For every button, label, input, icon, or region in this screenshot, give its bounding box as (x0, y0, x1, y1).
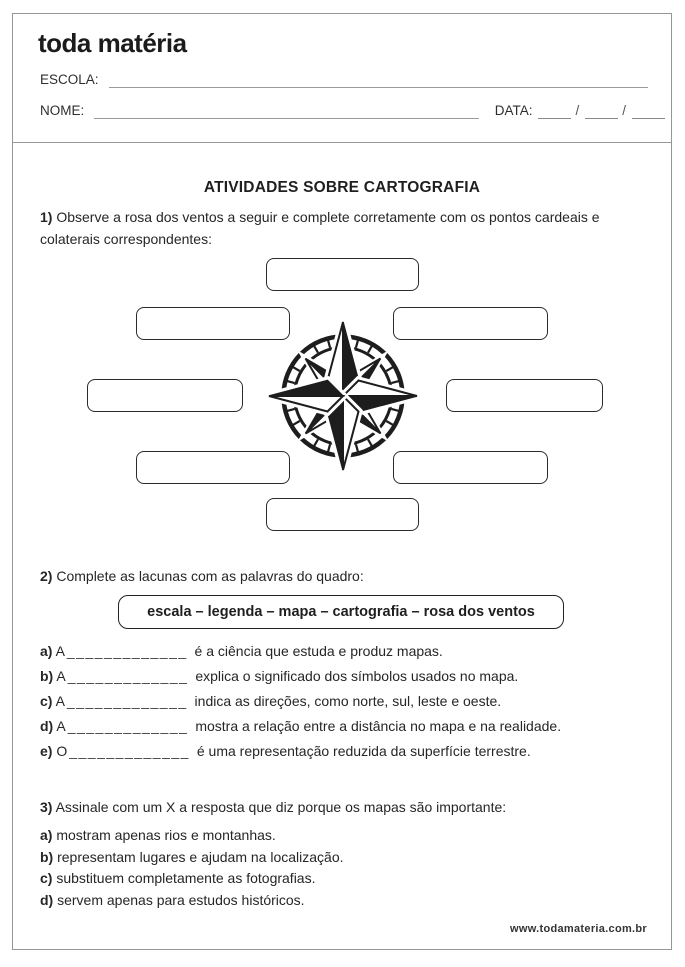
brand-logo: toda matéria (38, 28, 187, 58)
name-label: NOME: (40, 103, 85, 118)
date-day-blank[interactable] (538, 104, 571, 119)
answer-box-east[interactable] (446, 379, 603, 412)
item-label: e) (40, 743, 53, 759)
header-divider (12, 142, 672, 143)
date-month-blank[interactable] (585, 104, 618, 119)
fill-item-a (40, 643, 656, 659)
option-label: c) (40, 870, 53, 886)
compass-rose-image (266, 319, 420, 473)
option-d[interactable] (40, 892, 656, 908)
option-text: servem apenas para estudos históricos. (57, 891, 305, 908)
item-prefix: O (56, 743, 68, 759)
item-blank[interactable]: _____________ (66, 643, 188, 659)
option-label: d) (40, 891, 54, 908)
date-year-blank[interactable] (632, 104, 665, 119)
item-prefix: A (56, 718, 66, 734)
word-bank-words: escala – legenda – mapa – cartografia – rosa dos ventos (147, 604, 535, 620)
answer-box-north[interactable] (266, 258, 419, 291)
item-prefix: A (56, 668, 66, 684)
fill-item-b (40, 668, 656, 684)
item-blank[interactable]: _____________ (66, 693, 188, 709)
option-c[interactable] (40, 870, 656, 886)
question-2-number: 2) (40, 568, 53, 584)
option-text: representam lugares e ajudam na localização. (57, 848, 344, 865)
item-blank[interactable]: _____________ (69, 743, 190, 759)
date-slash: / (622, 103, 626, 118)
date-slash: / (575, 103, 580, 118)
option-text: mostram apenas rios e montanhas. (56, 827, 276, 843)
option-b[interactable] (40, 849, 656, 865)
question-3-text (40, 797, 656, 819)
item-label: d) (40, 718, 54, 734)
item-suffix: é a ciência que estuda e produz mapas. (194, 643, 443, 659)
item-suffix: mostra a relação entre a distância no mapa e na realidade. (195, 718, 562, 734)
question-2-text (40, 566, 646, 588)
option-a[interactable] (40, 827, 656, 843)
item-blank[interactable]: _____________ (67, 718, 189, 734)
page-title: ATIVIDADES SOBRE CARTOGRAFIA (203, 179, 481, 196)
item-label: c) (40, 693, 53, 709)
item-suffix: é uma representação reduzida da superfície terrestre. (196, 743, 531, 759)
option-label: b) (40, 848, 54, 865)
option-label: a) (40, 827, 53, 843)
item-prefix: A (55, 693, 65, 709)
question-2-items (40, 643, 656, 759)
school-label: ESCOLA: (40, 72, 99, 87)
word-bank-box (118, 595, 564, 629)
name-row (40, 103, 665, 119)
date-label: DATA: (494, 103, 533, 118)
question-2-statement: Complete as lacunas com as palavras do quadro: (56, 568, 364, 584)
answer-box-south[interactable] (266, 498, 419, 531)
school-row (40, 72, 648, 88)
fill-item-c (40, 693, 656, 709)
option-text: substituem completamente as fotografias. (56, 870, 316, 886)
item-label: b) (40, 668, 54, 684)
question-3-number: 3) (40, 799, 53, 815)
fill-item-e (40, 743, 656, 759)
fill-item-d (40, 718, 656, 734)
question-1-number: 1) (40, 209, 53, 225)
school-input-line[interactable] (109, 73, 648, 88)
footer-website: www.todamateria.com.br (510, 923, 647, 935)
question-1-statement: Observe a rosa dos ventos a seguir e complete corretamente com os pontos cardeais e colaterais correspondentes: (40, 209, 600, 247)
item-suffix: explica o significado dos símbolos usados no mapa. (195, 668, 519, 684)
question-3-statement: Assinale com um X a resposta que diz porque os mapas são importante: (55, 799, 507, 815)
item-prefix: A (55, 643, 65, 659)
item-label: a) (40, 643, 53, 659)
item-suffix: indica as direções, como norte, sul, leste e oeste. (194, 693, 502, 709)
question-1-text (40, 207, 646, 250)
answer-box-west[interactable] (87, 379, 243, 412)
item-blank[interactable]: _____________ (67, 668, 189, 684)
name-input-line[interactable] (94, 104, 478, 119)
question-3-options (40, 827, 656, 908)
